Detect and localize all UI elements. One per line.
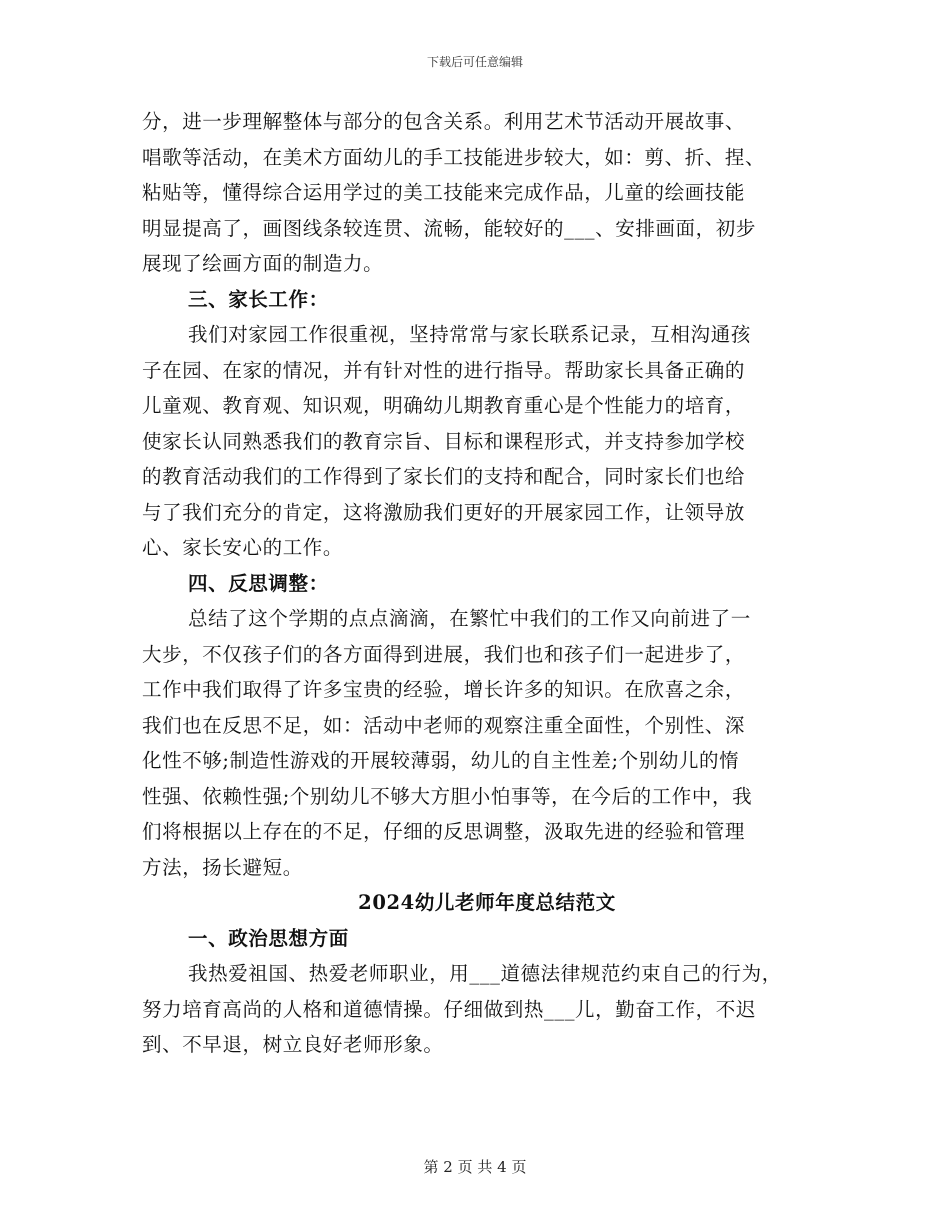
- section-heading-political: 一、政治思想方面: [188, 926, 349, 950]
- body-line: 心、家长安心的工作。: [142, 536, 344, 559]
- body-line: 子在园、在家的情况，并有针对性的进行指导。帮助家长具备正确的: [142, 358, 746, 382]
- body-line: 总结了这个学期的点点滴滴，在繁忙中我们的工作又向前进了一: [188, 607, 751, 630]
- body-line: 明显提高了，画图线条较连贯、流畅，能较好的___、安排画面，初步: [142, 216, 756, 240]
- body-line: 我热爱祖国、热爱老师职业，用___道德法律规范约束自己的行为，: [188, 962, 782, 985]
- section-heading-reflection: 四、反思调整：: [188, 571, 329, 595]
- section-heading-parent-work: 三、家长工作：: [188, 287, 329, 311]
- body-line: 我们也在反思不足，如：活动中老师的观察注重全面性，个别性、深: [142, 713, 746, 737]
- body-line: 分，进一步理解整体与部分的包含关系。利用艺术节活动开展故事、: [142, 110, 746, 133]
- body-line: 唱歌等活动，在美术方面幼儿的手工技能进步较大，如：剪、折、捏、: [142, 145, 766, 169]
- body-line: 到、不早退，树立良好老师形象。: [142, 1033, 444, 1056]
- body-line: 展现了绘画方面的制造力。: [142, 252, 384, 275]
- body-line: 们将根据以上存在的不足，仔细的反思调整，汲取先进的经验和管理: [142, 820, 746, 843]
- body-line: 粘贴等，懂得综合运用学过的美工技能来完成作品，儿童的绘画技能: [142, 181, 746, 204]
- body-line: 我们对家园工作很重视，坚持常常与家长联系记录，互相沟通孩: [188, 323, 751, 346]
- body-line: 儿童观、教育观、知识观，明确幼儿期教育重心是个性能力的培育，: [142, 394, 746, 417]
- body-line: 方法，扬长避短。: [142, 855, 303, 879]
- body-line: 的教育活动我们的工作得到了家长们的支持和配合，同时家长们也给: [142, 465, 746, 488]
- body-line: 大步，不仅孩子们的各方面得到进展，我们也和孩子们一起进步了，: [142, 642, 746, 666]
- document-section-title: 2024幼儿老师年度总结范文: [358, 891, 616, 914]
- body-line: 使家长认同熟悉我们的教育宗旨、目标和课程形式，并支持参加学校: [142, 429, 746, 453]
- body-line: 性强、依赖性强;个别幼儿不够大方胆小怕事等，在今后的工作中，我: [142, 784, 753, 808]
- body-line: 化性不够;制造性游戏的开展较薄弱，幼儿的自主性差;个别幼儿的惰: [142, 749, 740, 772]
- body-line: 工作中我们取得了许多宝贵的经验，增长许多的知识。在欣喜之余，: [142, 678, 746, 701]
- body-line: 努力培育高尚的人格和道德情操。仔细做到热___儿，勤奋工作，不迟: [142, 997, 756, 1021]
- page-header-note: 下载后可任意编辑: [426, 55, 523, 69]
- body-line: 与了我们充分的肯定，这将激励我们更好的开展家园工作，让领导放: [142, 500, 746, 524]
- document-body: [142, 104, 822, 1063]
- page-number-footer: 第 2 页 共 4 页: [423, 1158, 527, 1176]
